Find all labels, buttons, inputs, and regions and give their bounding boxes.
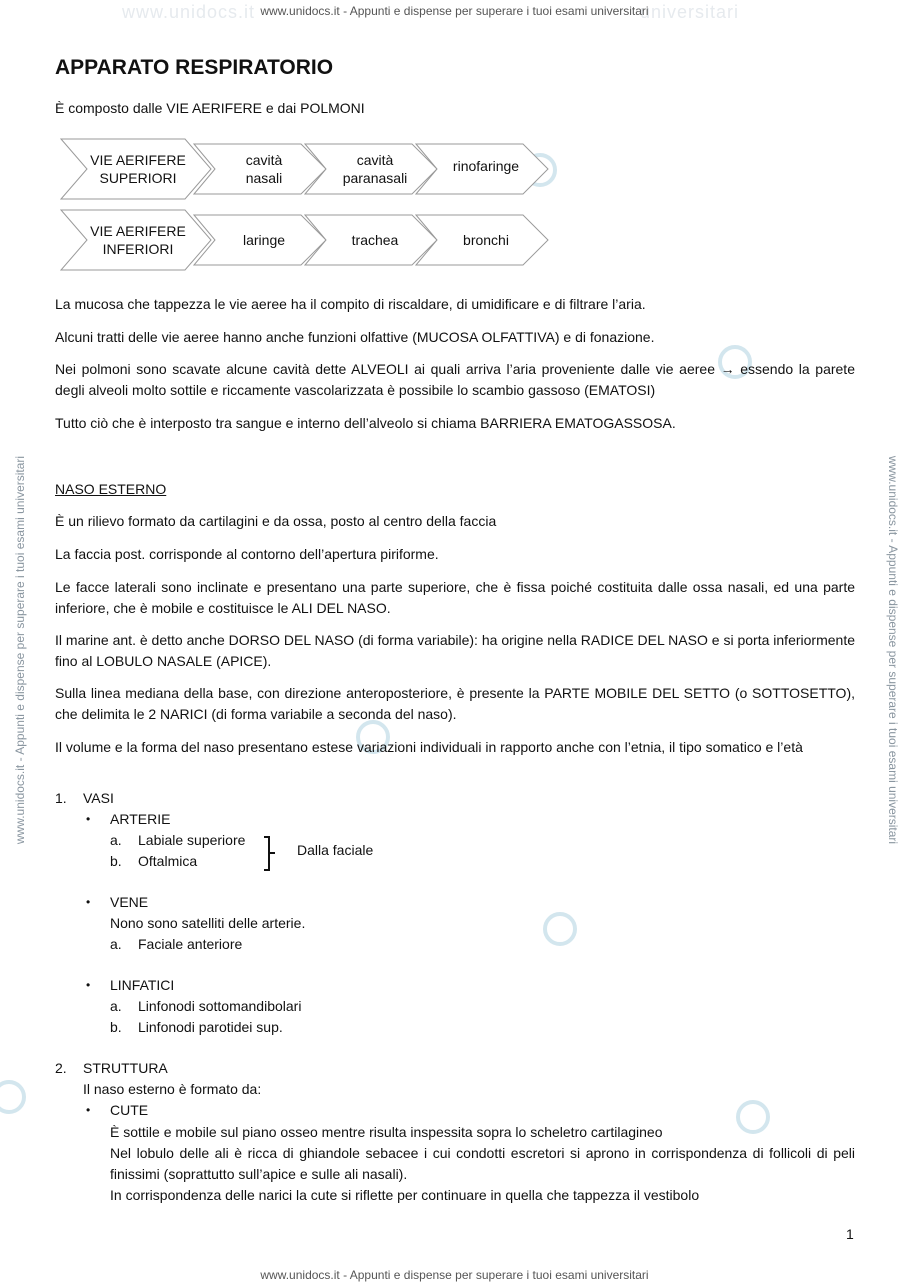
ghost-watermark-top: www.unidocs.it xyxy=(122,2,256,22)
cute-line-3: In corrispondenza delle narici la cute si riflette per continuare in quella che tappezza il vestibolo xyxy=(110,1187,700,1203)
list-item-linfatici: LINFATICI xyxy=(110,977,175,993)
watermark-logo-icon xyxy=(543,912,577,946)
paragraph-facce-laterali: Le facce laterali sono inclinate e presentano una parte superiore, che è fissa poiché costituita dalle ossa nasali, ed una parte inferiore, che è mobile e costituisce le ALI DEL NASO. xyxy=(55,579,855,616)
watermark-logo-icon xyxy=(0,1080,26,1114)
chevron-bronchi: bronchi xyxy=(415,209,549,271)
paragraph-mucosa: La mucosa che tappezza le vie aeree ha il compito di riscaldare, di umidificare e di filtrare l’aria. xyxy=(55,296,646,312)
page-title: APPARATO RESPIRATORIO xyxy=(55,56,334,79)
watermark-left: www.unidocs.it - Appunti e dispense per superare i tuoi esami universitari xyxy=(13,455,27,845)
cute-line-2: Nel lobulo delle ali è ricca di ghiandole sebacee i cui condotti escretori si aprono in corrispondenza di follicoli di peli finissimi (soprattutto sull’apice e sulle ali nasali). xyxy=(110,1145,855,1182)
list-heading-struttura: STRUTTURA xyxy=(83,1060,168,1076)
bullet-icon: • xyxy=(86,1103,91,1117)
list-letter: b. xyxy=(110,1019,122,1035)
list-item-faciale-anteriore: Faciale anteriore xyxy=(138,936,243,952)
list-item-cute: CUTE xyxy=(110,1102,149,1118)
list-item-linfonodi-parotidei: Linfonodi parotidei sup. xyxy=(138,1019,283,1035)
list-number: 2. xyxy=(55,1060,67,1076)
list-letter: a. xyxy=(110,998,122,1014)
list-heading-vasi: VASI xyxy=(83,790,114,806)
watermark-top: www.unidocs.it - Appunti e dispense per superare i tuoi esami universitari xyxy=(260,4,649,18)
list-item-oftalmica: Oftalmica xyxy=(138,853,198,869)
struttura-intro: Il naso esterno è formato da: xyxy=(83,1081,262,1097)
chevron-cavita-nasali: cavità nasali xyxy=(193,138,327,200)
cute-line-1: È sottile e mobile sul piano osseo mentre risulta inspessita sopra lo scheletro cartilagineo xyxy=(110,1124,663,1140)
intro-text: È composto dalle VIE AERIFERE e dai POLMONI xyxy=(55,100,365,116)
paragraph-barriera: Tutto ciò che è interposto tra sangue e interno dell’alveolo si chiama BARRIERA EMATOGASSOSA. xyxy=(55,415,676,431)
chevron-cavita-paranasali: cavità paranasali xyxy=(304,138,438,200)
bullet-icon: • xyxy=(86,812,91,826)
paragraph-faccia-post: La faccia post. corrisponde al contorno dell’apertura piriforme. xyxy=(55,546,439,562)
list-item-arterie: ARTERIE xyxy=(110,811,171,827)
paragraph-rilievo: È un rilievo formato da cartilagini e da ossa, posto al centro della faccia xyxy=(55,513,497,529)
paragraph-dorso: Il marine ant. è detto anche DORSO DEL NASO (di forma variabile): ha origine nella RADICE DEL NASO e si porta inferiormente fino al LOBULO NASALE (APICE). xyxy=(55,632,855,669)
watermark-bottom: www.unidocs.it - Appunti e dispense per superare i tuoi esami universitari xyxy=(260,1268,649,1282)
list-item-labiale-superiore: Labiale superiore xyxy=(138,832,246,848)
section-heading-naso-esterno: NASO ESTERNO xyxy=(55,481,167,497)
list-item-vene: VENE xyxy=(110,894,149,910)
paragraph-setto: Sulla linea mediana della base, con direzione anteroposteriore, è presente la PARTE MOBILE DEL SETTO (o SOTTOSETTO), che delimita le 2 NARICI (di forma variabile a seconda del naso). xyxy=(55,685,855,722)
list-item-linfonodi-sottomandibolari: Linfonodi sottomandibolari xyxy=(138,998,302,1014)
ghost-watermark-top-right: universitari xyxy=(640,2,740,22)
vene-note: Nono sono satelliti delle arterie. xyxy=(110,915,306,931)
list-letter: a. xyxy=(110,832,122,848)
watermark-right: www.unidocs.it - Appunti e dispense per superare i tuoi esami universitari xyxy=(886,455,900,845)
chevron-vie-aerifere-inferiori: VIE AERIFERE INFERIORI xyxy=(60,209,212,271)
paragraph-olfattive: Alcuni tratti delle vie aeree hanno anche funzioni olfattive (MUCOSA OLFATTIVA) e di fonazione. xyxy=(55,329,655,345)
brace-icon xyxy=(262,836,278,872)
chevron-rinofaringe: rinofaringe xyxy=(415,138,549,200)
list-letter: b. xyxy=(110,853,122,869)
list-letter: a. xyxy=(110,936,122,952)
paragraph-volume: Il volume e la forma del naso presentano estese variazioni individuali in rapporto anche con l’etnia, il tipo somatico e l’età xyxy=(55,739,803,755)
list-number: 1. xyxy=(55,790,67,806)
chevron-laringe: laringe xyxy=(193,209,327,271)
bullet-icon: • xyxy=(86,895,91,909)
paragraph-alveoli: Nei polmoni sono scavate alcune cavità dette ALVEOLI ai quali arriva l’aria proveniente dalle vie aeree → essendo la parete degli alveoli molto sottile e riccamente vascolarizzata è possibile lo scambio gassoso (EMATOSI) xyxy=(55,361,855,398)
arterie-note: Dalla faciale xyxy=(297,842,374,858)
chevron-vie-aerifere-superiori: VIE AERIFERE SUPERIORI xyxy=(60,138,212,200)
bullet-icon: • xyxy=(86,978,91,992)
chevron-trachea: trachea xyxy=(304,209,438,271)
page-number: 1 xyxy=(846,1226,854,1242)
